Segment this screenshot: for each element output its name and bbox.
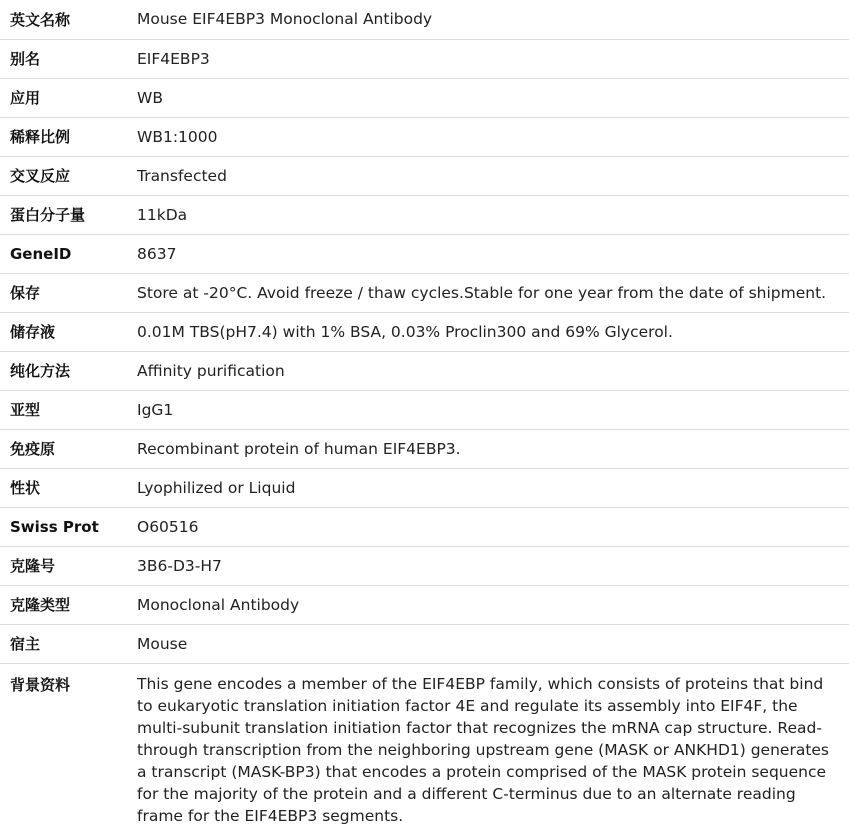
row-purification: [0, 351, 849, 390]
row-value: Affinity purification: [137, 351, 849, 390]
row-swiss-prot: [0, 507, 849, 546]
row-value: This gene encodes a member of the EIF4EBP family, which consists of proteins that bind to eukaryotic translation initiation factor 4E and regulate its assembly into EIF4F, the multi-subunit translation initiation factor that recognizes the mRNA cap structure. Read-through transcription from the neighboring upstream gene (MASK or ANKHD1) generates a transcript (MASK-BP3) that encodes a protein comprised of the MASK protein sequence for the majority of the protein and a different C-terminus due to an alternate reading frame for the EIF4EBP3 segments.: [137, 674, 830, 825]
row-label: 蛋白分子量: [0, 195, 137, 234]
row-application: [0, 78, 849, 117]
row-value: 0.01M TBS(pH7.4) with 1% BSA, 0.03% Proclin300 and 69% Glycerol.: [137, 312, 849, 351]
row-label: 应用: [0, 78, 137, 117]
row-label: 稀释比例: [0, 117, 137, 156]
row-value: Mouse: [137, 624, 849, 663]
row-host: [0, 624, 849, 663]
row-label: 交叉反应: [0, 156, 137, 195]
row-value: 3B6-D3-H7: [137, 546, 849, 585]
row-value: 8637: [137, 234, 849, 273]
row-label: 别名: [0, 39, 137, 78]
row-value: 11kDa: [137, 195, 849, 234]
row-label: 英文名称: [0, 0, 137, 39]
row-molecular-weight: [0, 195, 849, 234]
row-dilution: [0, 117, 849, 156]
row-label: Swiss Prot: [0, 507, 137, 546]
row-immunogen: [0, 429, 849, 468]
row-label: 亚型: [0, 390, 137, 429]
row-label: 性状: [0, 468, 137, 507]
row-value: Recombinant protein of human EIF4EBP3.: [137, 429, 849, 468]
row-value: Transfected: [137, 156, 849, 195]
row-label: 储存液: [0, 312, 137, 351]
row-value: Store at -20°C. Avoid freeze / thaw cycles.Stable for one year from the date of shipment.: [137, 273, 849, 312]
row-alias: [0, 39, 849, 78]
row-value: WB: [137, 78, 849, 117]
row-english-name: [0, 0, 849, 39]
row-value: Mouse EIF4EBP3 Monoclonal Antibody: [137, 0, 849, 39]
row-clone-number: [0, 546, 849, 585]
row-storage: [0, 273, 849, 312]
row-label: 免疫原: [0, 429, 137, 468]
row-clone-type: [0, 585, 849, 624]
row-value: WB1:1000: [137, 117, 849, 156]
row-form: [0, 468, 849, 507]
row-storage-buffer: [0, 312, 849, 351]
row-label: 纯化方法: [0, 351, 137, 390]
row-label: 保存: [0, 273, 137, 312]
row-label: 背景资料: [10, 675, 71, 694]
row-value: Monoclonal Antibody: [137, 585, 849, 624]
row-label: GeneID: [0, 234, 137, 273]
row-value: O60516: [137, 507, 849, 546]
row-gene-id: [0, 234, 849, 273]
row-label: 宿主: [0, 624, 137, 663]
row-value: Lyophilized or Liquid: [137, 468, 849, 507]
row-value: EIF4EBP3: [137, 39, 849, 78]
row-isotype: [0, 390, 849, 429]
row-background: [0, 663, 849, 833]
row-label: 克隆类型: [0, 585, 137, 624]
row-label: 克隆号: [0, 546, 137, 585]
row-cross-reactivity: [0, 156, 849, 195]
row-value: IgG1: [137, 390, 849, 429]
